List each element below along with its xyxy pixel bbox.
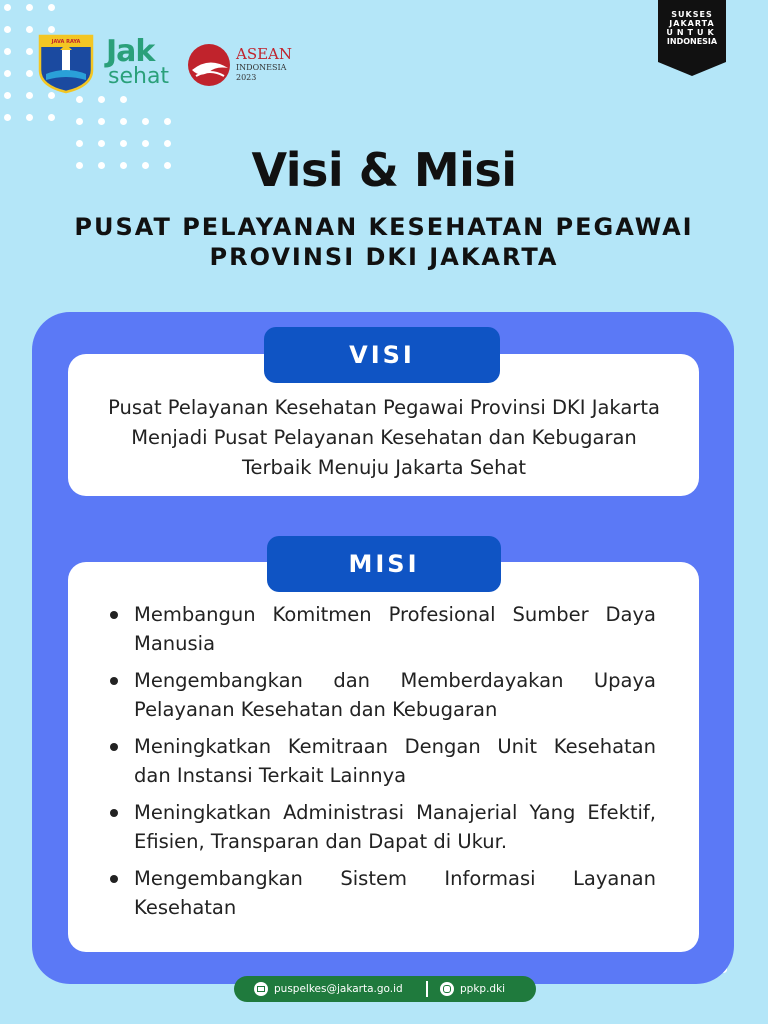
decorative-dot [164,118,171,125]
decorative-dot [48,4,55,11]
contact-footer [234,976,536,1002]
subtitle-line-2: PROVINSI DKI JAKARTA [209,243,559,271]
sukses-jakarta-badge [658,0,726,76]
misi-item: Mengembangkan dan Memberdayakan Upaya Pelayanan Kesehatan dan Kebugaran [108,666,656,724]
misi-item: Membangun Komitmen Profesional Sumber Daya Manusia [108,600,656,658]
asean-title: ASEAN [236,45,293,63]
page-title: Visi & Misi [251,143,517,197]
badge-line-4: INDONESIA [666,37,718,46]
misi-item: Mengembangkan Sistem Informasi Layanan Kesehatan [108,864,656,922]
decorative-dot [4,26,11,33]
decorative-dot [48,114,55,121]
decorative-dot [4,114,11,121]
decorative-dot [26,48,33,55]
subtitle-line-1: PUSAT PELAYANAN KESEHATAN PEGAWAI [74,213,694,241]
decorative-dot [26,114,33,121]
decorative-dot [4,70,11,77]
decorative-dot [26,70,33,77]
jak-logo-text: Jak [106,34,155,69]
decorative-dot [98,118,105,125]
jak-sehat-logo [106,36,178,92]
asean-indonesia-text [236,46,316,83]
visi-heading: VISI [264,327,500,383]
sehat-logo-text: sehat [108,64,170,89]
asean-logo-icon [186,42,232,88]
decorative-dot [4,92,11,99]
decorative-dot [76,118,83,125]
misi-item: Meningkatkan Administrasi Manajerial Yang Efektif, Efisien, Transparan dan Dapat di Ukur. [108,798,656,856]
decorative-dot [76,96,83,103]
decorative-dot [120,96,127,103]
badge-line-3: UNTUK [666,28,718,37]
page-subtitle [0,212,768,272]
decorative-dot [142,118,149,125]
misi-item: Meningkatkan Kemitraan Dengan Unit Kesehatan dan Instansi Terkait Lainnya [108,732,656,790]
asean-year: 2023 [236,73,257,82]
misi-heading: MISI [267,536,501,592]
asean-country: INDONESIA [236,63,287,72]
email-icon [254,982,268,996]
decorative-dot [26,92,33,99]
footer-instagram[interactable]: ppkp.dki [460,983,506,995]
decorative-dot [98,96,105,103]
visi-text: Pusat Pelayanan Kesehatan Pegawai Provinsi DKI Jakarta Menjadi Pusat Pelayanan Kesehatan dan Kebugaran Terbaik Menuju Jakarta Sehat [108,396,660,479]
decorative-dot [4,48,11,55]
badge-text [660,10,724,46]
decorative-dot [4,4,11,11]
misi-list [108,600,656,930]
badge-line-2: JAKARTA [669,19,715,28]
decorative-dot [48,26,55,33]
badge-line-1: SUKSES [671,10,713,19]
decorative-dot [26,4,33,11]
instagram-icon [440,982,454,996]
footer-divider [426,981,428,997]
footer-email[interactable]: puspelkes@jakarta.go.id [274,983,403,995]
decorative-dot [26,26,33,33]
crest-label: JAVA RAYA [51,39,81,45]
decorative-dot [120,118,127,125]
